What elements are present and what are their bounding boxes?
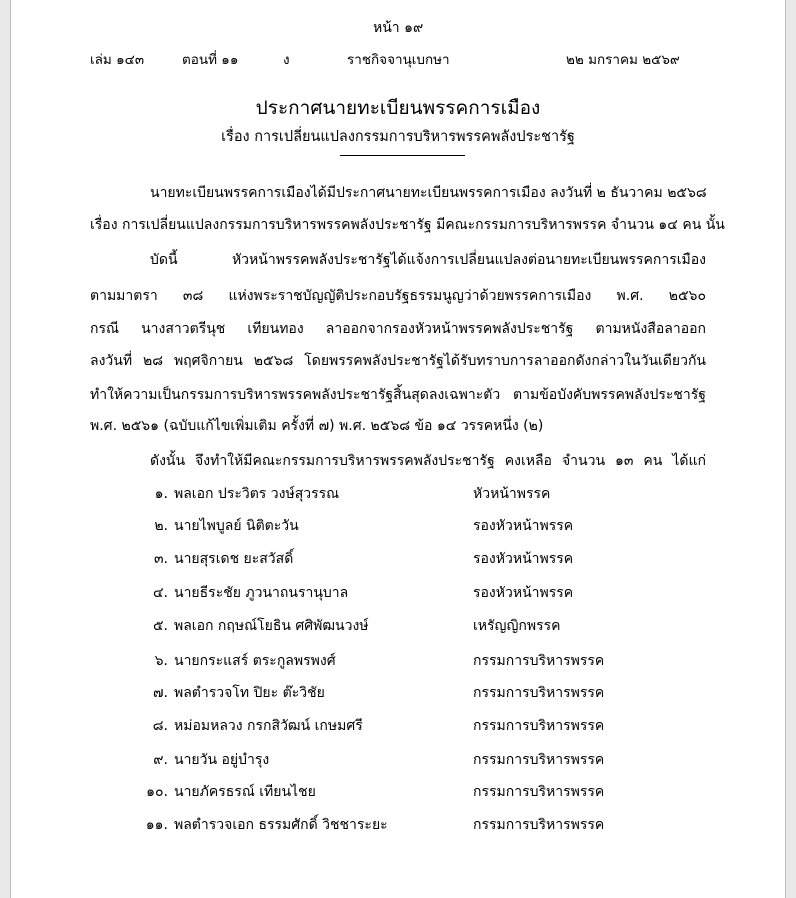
paragraph-line: กรณี นางสาวตรีนุช เทียนทอง ลาออกจากรองหัวหน้าพรรคพลังประชารัฐ ตามหนังสือลาออก	[90, 321, 706, 337]
member-name: นายกระแสร์ ตระกูลพรพงศ์	[174, 653, 336, 669]
member-name: นายสุรเดช ยะสวัสดิ์	[174, 551, 294, 567]
member-role: รองหัวหน้าพรรค	[473, 551, 574, 567]
member-number: ๗.	[153, 685, 168, 701]
member-number: ๕.	[152, 618, 168, 634]
member-name: นายวัน อยู่บำรุง	[174, 752, 270, 768]
paragraph-line: พ.ศ. ๒๕๖๑ (ฉบับแก้ไขเพิ่มเติม ครั้งที่ ๗) พ.ศ. ๒๕๖๘ ข้อ ๑๔ วรรคหนึ่ง (๒)	[90, 418, 544, 434]
gazette-volume: เล่ม ๑๔๓	[90, 52, 145, 68]
member-number: ๖.	[154, 653, 168, 669]
member-role: กรรมการบริหารพรรค	[473, 718, 605, 734]
member-number: ๔.	[152, 585, 168, 601]
gazette-name: ราชกิจจานุเบกษา	[347, 52, 450, 68]
member-name: นายธีระชัย ภูวนาถนรานุบาล	[174, 585, 349, 601]
member-name: พลเอก กฤษณ์โยธิน ศศิพัฒนวงษ์	[174, 618, 369, 634]
member-number: ๘.	[152, 718, 168, 734]
member-role: กรรมการบริหารพรรค	[473, 685, 605, 701]
member-number: ๓.	[153, 551, 168, 567]
paragraph-line: เรื่อง การเปลี่ยนแปลงกรรมการบริหารพรรคพลังประชารัฐ มีคณะกรรมการบริหารพรรค จำนวน ๑๔ คน นั้น	[90, 217, 725, 233]
member-number: ๑.	[154, 486, 168, 502]
member-role: รองหัวหน้าพรรค	[473, 585, 574, 601]
paragraph-line: นายทะเบียนพรรคการเมืองได้มีประกาศนายทะเบียนพรรคการเมือง ลงวันที่ ๒ ธันวาคม ๒๕๖๘	[150, 185, 707, 201]
member-role: กรรมการบริหารพรรค	[473, 784, 605, 800]
paragraph-line: ทำให้ความเป็นกรรมการบริหารพรรคพลังประชารัฐสิ้นสุดลงเฉพาะตัว ตามข้อบังคับพรรคพลังประชารัฐ	[90, 387, 706, 403]
gazette-date: ๒๒ มกราคม ๒๕๖๙	[566, 52, 680, 68]
gazette-section: ง	[283, 52, 290, 68]
member-name: พลเอก ประวิตร วงษ์สุวรรณ	[174, 486, 340, 502]
member-number: ๑๑.	[145, 817, 168, 833]
gazette-issue: ตอนที่ ๑๑	[182, 52, 239, 68]
member-name: พลตำรวจโท ปิยะ ต๊ะวิชัย	[174, 685, 325, 701]
member-number: ๙.	[153, 752, 168, 768]
paragraph-line: ลงวันที่ ๒๘ พฤศจิกายน ๒๕๖๘ โดยพรรคพลังประชารัฐได้รับทราบการลาออกดังกล่าวในวันเดียวกัน	[90, 353, 706, 369]
member-name: นายภัครธรณ์ เทียนไชย	[174, 784, 316, 800]
member-number: ๒.	[154, 518, 168, 534]
paragraph-line: บัดนี้ หัวหน้าพรรคพลังประชารัฐได้แจ้งการเปลี่ยนแปลงต่อนายทะเบียนพรรคการเมือง	[150, 252, 706, 268]
member-role: กรรมการบริหารพรรค	[473, 752, 605, 768]
document-title: ประกาศนายทะเบียนพรรคการเมือง	[255, 97, 541, 119]
paragraph-line: ตามมาตรา ๓๘ แห่งพระราชบัญญัติประกอบรัฐธรรมนูญว่าด้วยพรรคการเมือง พ.ศ. ๒๕๖๐	[90, 288, 706, 304]
member-role: รองหัวหน้าพรรค	[473, 518, 574, 534]
member-role: กรรมการบริหารพรรค	[473, 653, 605, 669]
member-name: หม่อมหลวง กรกสิวัฒน์ เกษมศรี	[174, 718, 363, 734]
title-divider	[340, 155, 465, 156]
member-name: พลตำรวจเอก ธรรมศักดิ์ วิชชาระยะ	[174, 817, 388, 833]
member-number: ๑๐.	[146, 784, 168, 800]
member-role: หัวหน้าพรรค	[473, 486, 551, 502]
member-role: กรรมการบริหารพรรค	[473, 817, 605, 833]
page-number: หน้า ๑๙	[373, 20, 424, 36]
member-role: เหรัญญิกพรรค	[473, 618, 561, 634]
document-subject: เรื่อง การเปลี่ยนแปลงกรรมการบริหารพรรคพลังประชารัฐ	[221, 129, 575, 145]
member-name: นายไพบูลย์ นิติตะวัน	[174, 518, 299, 534]
paragraph-line: ดังนั้น จึงทำให้มีคณะกรรมการบริหารพรรคพลังประชารัฐ คงเหลือ จำนวน ๑๓ คน ได้แก่	[150, 453, 706, 469]
